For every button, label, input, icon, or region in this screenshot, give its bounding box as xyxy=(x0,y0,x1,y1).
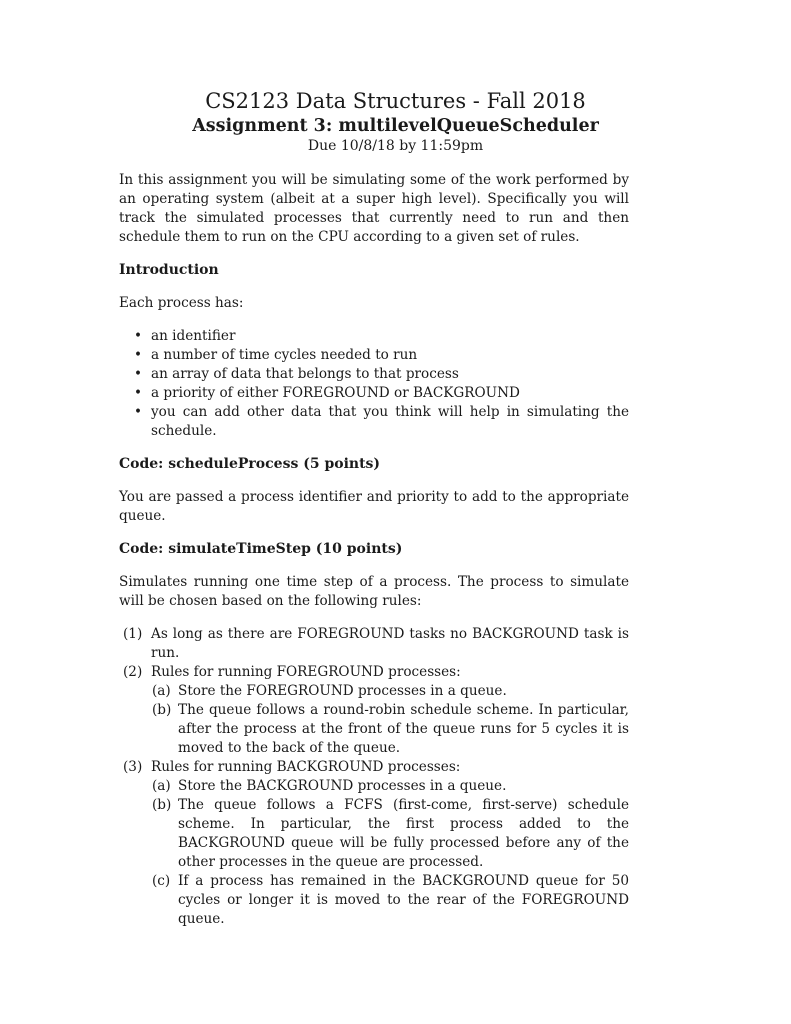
rule-number: (3) xyxy=(123,759,143,775)
background-subrules-list xyxy=(151,777,629,929)
bullet-icon: • xyxy=(134,385,143,401)
rule-item xyxy=(119,625,629,663)
simulate-time-step-text: Simulates running one time step of a process. The process to simulate will be chosen based on the following rules: xyxy=(119,574,629,609)
subrule-item xyxy=(151,796,629,872)
course-title: CS2123 Data Structures - Fall 2018 xyxy=(205,89,586,113)
list-item xyxy=(119,346,629,365)
assignment-title: Assignment 3: multilevelQueueScheduler xyxy=(192,116,599,136)
subrule-item xyxy=(151,872,629,929)
subrule-text: The queue follows a FCFS (first-come, first-serve) schedule scheme. In particular, the first process added to the BACKGROUND queue will be fully processed before any of the other processes in the queue are processed. xyxy=(178,797,629,870)
process-attributes-list xyxy=(119,327,629,441)
list-item xyxy=(119,403,629,441)
subrule-item xyxy=(151,777,629,796)
document-body xyxy=(119,171,629,929)
foreground-subrules-list xyxy=(151,682,629,758)
bullet-icon: • xyxy=(134,366,143,382)
scheduling-rules-list xyxy=(119,625,629,929)
intro-paragraph: In this assignment you will be simulating some of the work performed by an operating system (albeit at a super high level). Specifically you will track the simulated processes that currently need to run and then schedule them to run on the CPU according to a given set of rules. xyxy=(119,172,629,245)
rule-text: Rules for running BACKGROUND processes: xyxy=(151,759,461,775)
subrule-text: The queue follows a round-robin schedule scheme. In particular, after the process at the front of the queue runs for 5 cycles it is moved to the back of the queue. xyxy=(178,702,629,756)
bullet-icon: • xyxy=(134,328,143,344)
subrule-number: (b) xyxy=(152,702,172,718)
subrule-item xyxy=(151,701,629,758)
subrule-number: (b) xyxy=(152,797,172,813)
schedule-process-text: You are passed a process identifier and priority to add to the appropriate queue. xyxy=(119,489,629,524)
rule-number: (2) xyxy=(123,664,143,680)
subrule-text: Store the FOREGROUND processes in a queue. xyxy=(178,683,507,699)
introduction-heading: Introduction xyxy=(119,262,219,278)
rule-text: As long as there are FOREGROUND tasks no BACKGROUND task is run. xyxy=(151,626,629,661)
rule-item xyxy=(119,663,629,758)
list-item-text: a priority of either FOREGROUND or BACKGROUND xyxy=(151,385,520,401)
list-item xyxy=(119,327,629,346)
subrule-text: If a process has remained in the BACKGROUND queue for 50 cycles or longer it is moved to the rear of the FOREGROUND queue. xyxy=(178,873,629,927)
simulate-time-step-heading: Code: simulateTimeStep (10 points) xyxy=(119,541,403,557)
list-item xyxy=(119,365,629,384)
rule-item xyxy=(119,758,629,929)
subrule-text: Store the BACKGROUND processes in a queue. xyxy=(178,778,507,794)
subrule-number: (a) xyxy=(152,778,171,794)
introduction-lead: Each process has: xyxy=(119,295,244,311)
subrule-number: (a) xyxy=(152,683,171,699)
rule-text: Rules for running FOREGROUND processes: xyxy=(151,664,461,680)
bullet-icon: • xyxy=(134,347,143,363)
list-item-text: a number of time cycles needed to run xyxy=(151,347,418,363)
due-date: Due 10/8/18 by 11:59pm xyxy=(307,138,484,154)
list-item-text: an identifier xyxy=(151,328,236,344)
list-item-text: you can add other data that you think will help in simulating the schedule. xyxy=(151,404,629,439)
subrule-number: (c) xyxy=(152,873,171,889)
bullet-icon: • xyxy=(134,404,143,420)
subrule-item xyxy=(151,682,629,701)
rule-number: (1) xyxy=(123,626,143,642)
schedule-process-heading: Code: scheduleProcess (5 points) xyxy=(119,456,381,472)
list-item-text: an array of data that belongs to that process xyxy=(151,366,459,382)
list-item xyxy=(119,384,629,403)
